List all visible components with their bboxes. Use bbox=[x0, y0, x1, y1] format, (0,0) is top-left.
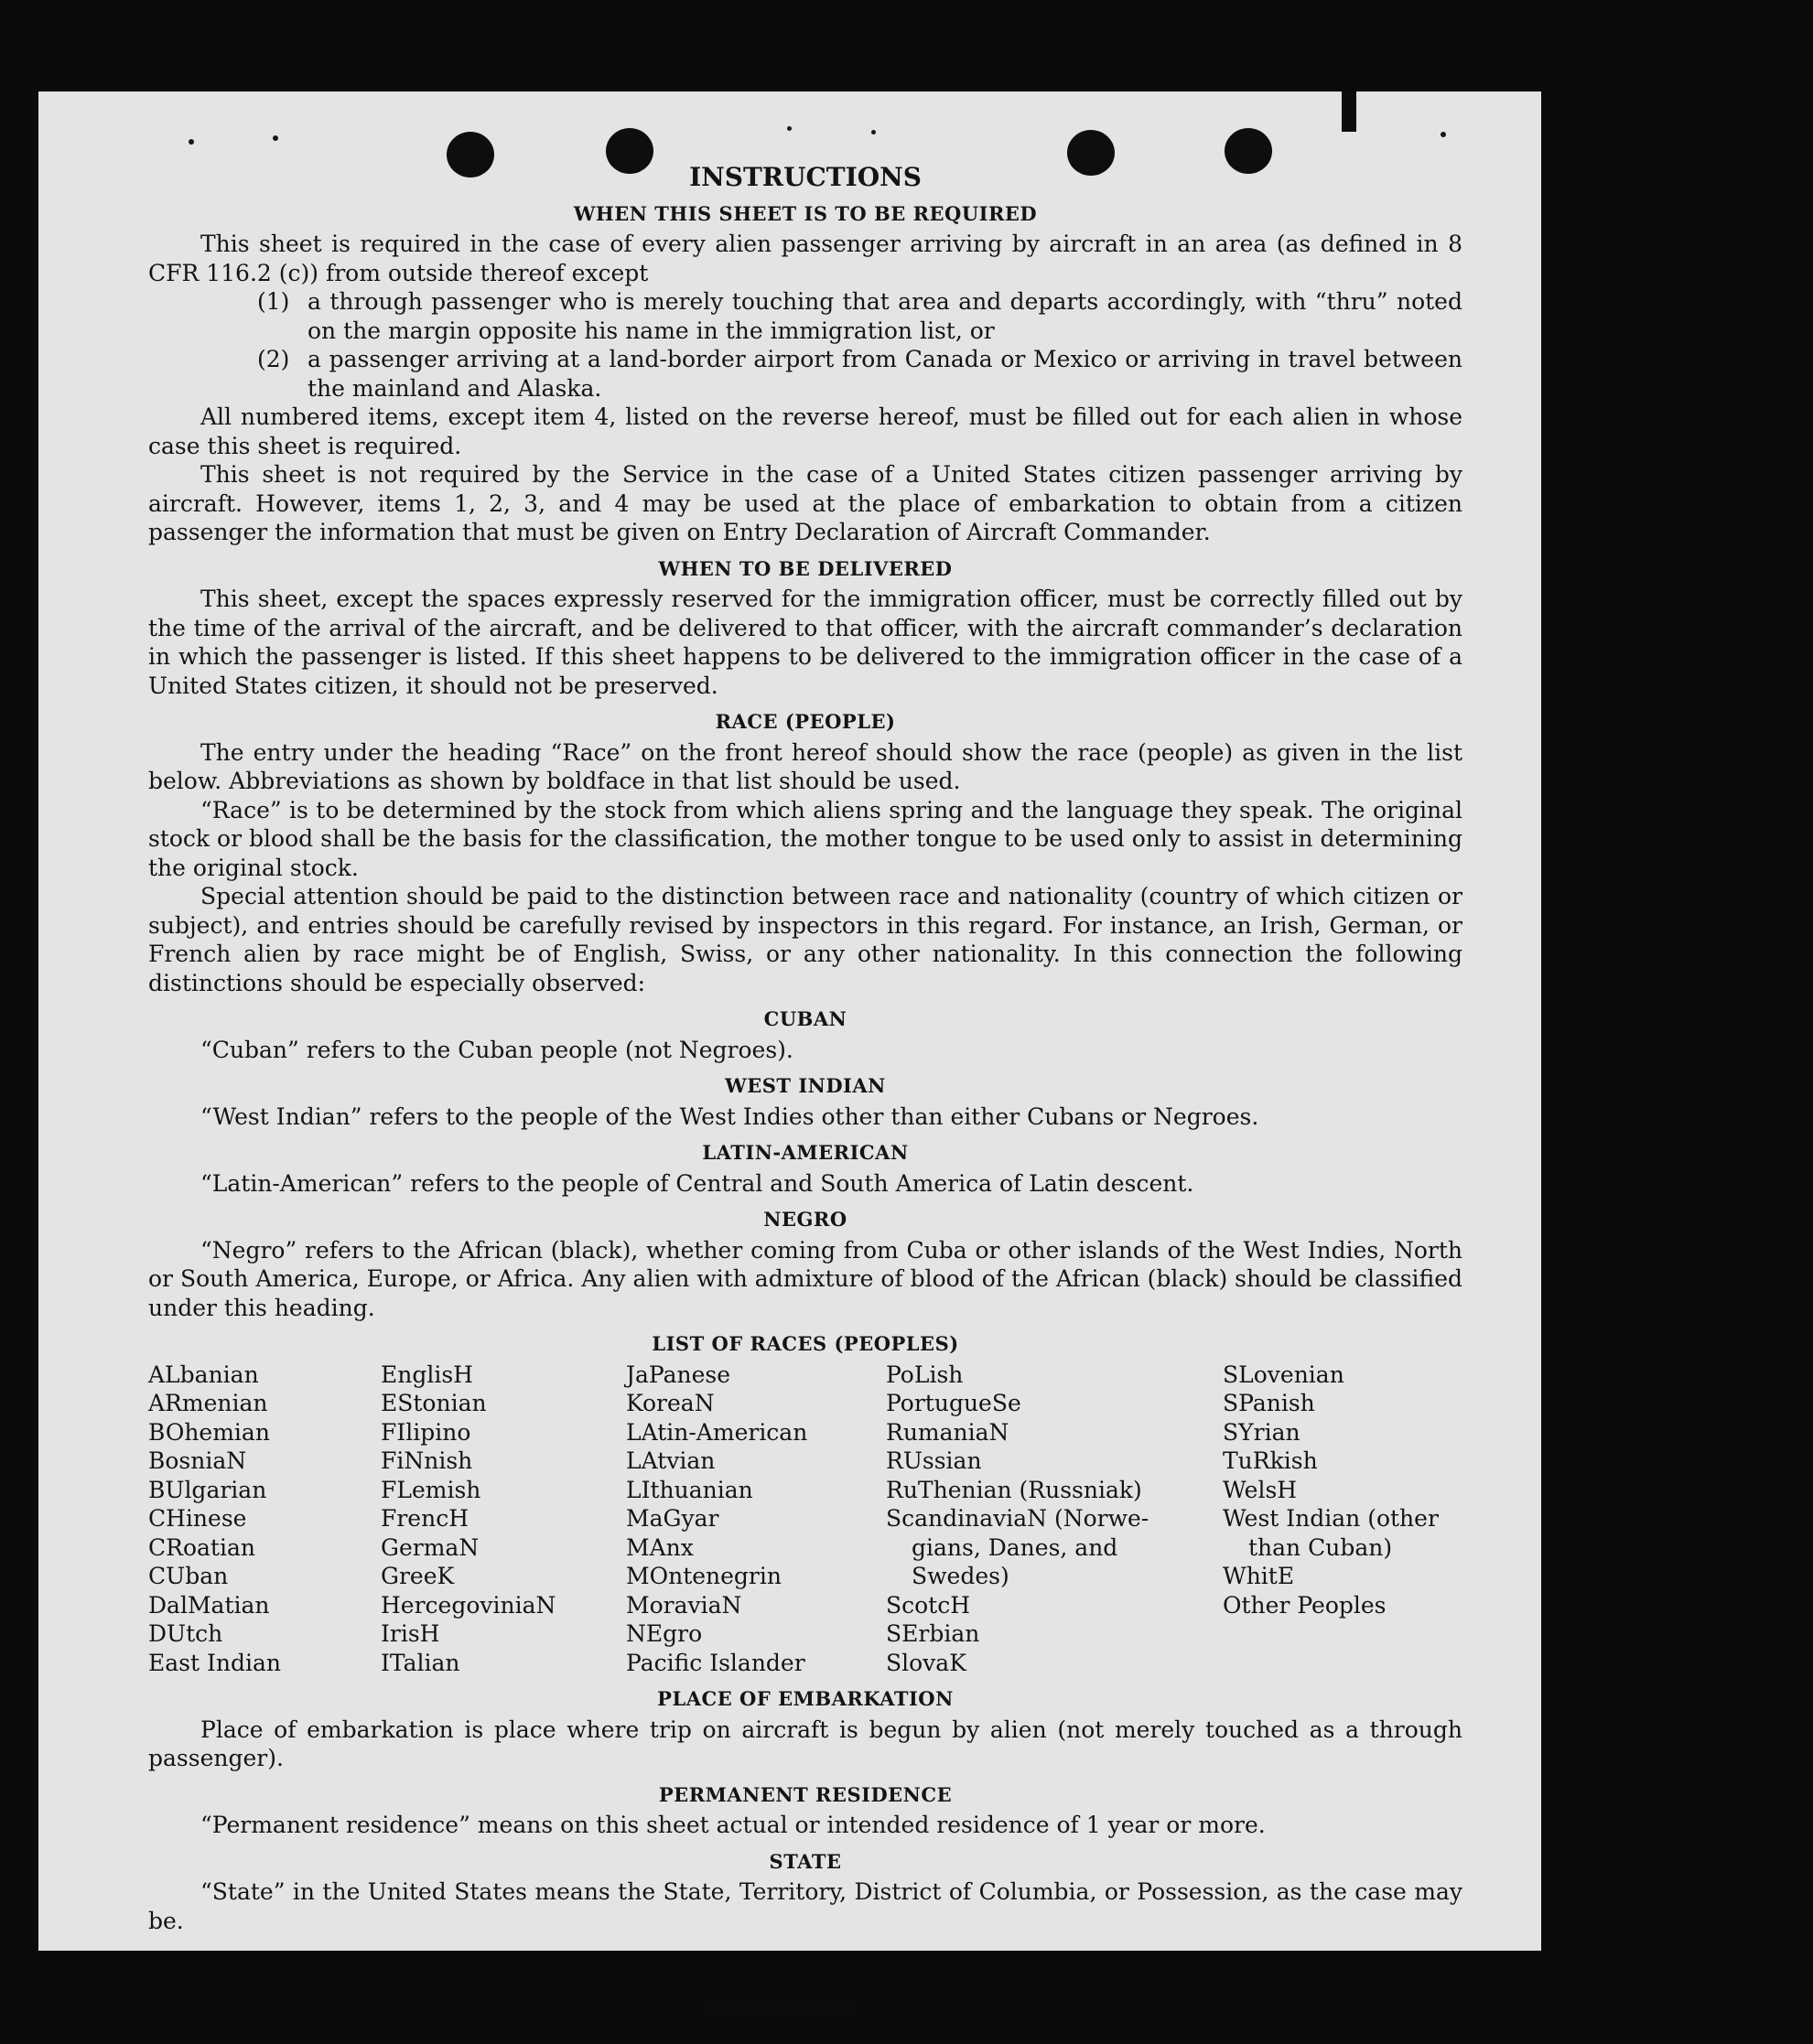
race-entry: RUssian bbox=[886, 1447, 982, 1474]
race-entry: PoLish bbox=[886, 1361, 964, 1388]
section-heading-list-of-races: LIST OF RACES (PEOPLES) bbox=[652, 1332, 959, 1355]
section-heading-residence: PERMANENT RESIDENCE bbox=[658, 1782, 953, 1806]
race-entry: West Indian (other bbox=[1223, 1505, 1439, 1532]
race-column-3 bbox=[626, 1361, 886, 1678]
race-column-4 bbox=[886, 1361, 1223, 1678]
race-entry: CUban bbox=[148, 1563, 229, 1589]
item-text: a through passenger who is merely touching that area and departs accordingly, with “thru” noted on the margin opposite his name in the immigration list, or bbox=[308, 288, 1462, 344]
race-entry: ScandinaviaN (Norwe- bbox=[886, 1505, 1149, 1532]
section-heading-cuban: CUBAN bbox=[763, 1007, 847, 1030]
race-entry: SYrian bbox=[1223, 1418, 1300, 1446]
section-heading-race: RACE (PEOPLE) bbox=[715, 710, 896, 733]
race-entry: MOntenegrin bbox=[626, 1563, 782, 1589]
race-column-1 bbox=[148, 1361, 381, 1678]
item-number: (1) bbox=[257, 288, 290, 315]
race-entry: EStonian bbox=[381, 1390, 487, 1416]
race-entry: LAtin-American bbox=[626, 1418, 808, 1446]
race-entry: SErbian bbox=[886, 1620, 980, 1647]
race-entry-continuation: gians, Danes, and bbox=[912, 1533, 1118, 1561]
race-paragraph-2: “Race” is to be determined by the stock from which aliens spring and the language they speak. The original stock or blood shall be the basis for the classification, the mother tongue to be used only to assist in determining the original stock. bbox=[148, 796, 1462, 881]
race-entry: CRoatian bbox=[148, 1533, 255, 1561]
staple-mark bbox=[1342, 91, 1356, 132]
race-entry: TuRkish bbox=[1223, 1447, 1318, 1474]
race-entry: Pacific Islander bbox=[626, 1649, 805, 1676]
section-heading-required: WHEN THIS SHEET IS TO BE REQUIRED bbox=[573, 201, 1038, 225]
section-heading-west-indian: WEST INDIAN bbox=[725, 1074, 886, 1097]
race-column-2 bbox=[381, 1361, 626, 1678]
speck bbox=[787, 126, 792, 131]
race-entry-continuation: Swedes) bbox=[912, 1563, 1009, 1589]
race-entry: BOhemian bbox=[148, 1418, 270, 1446]
race-entry: WhitE bbox=[1223, 1563, 1295, 1589]
cuban-definition: “Cuban” refers to the Cuban people (not Negroes). bbox=[200, 1036, 793, 1063]
race-entry: MAnx bbox=[626, 1533, 694, 1561]
race-entry: FiNnish bbox=[381, 1447, 473, 1474]
race-entry: RumaniaN bbox=[886, 1418, 1009, 1446]
exception-item-2 bbox=[148, 345, 1462, 403]
section-heading-delivered: WHEN TO BE DELIVERED bbox=[658, 556, 953, 580]
state-definition: “State” in the United States means the State, Territory, District of Columbia, or Possession, as the case may be. bbox=[148, 1878, 1462, 1934]
race-entry: DalMatian bbox=[148, 1591, 270, 1619]
section-heading-embarkation: PLACE OF EMBARKATION bbox=[657, 1687, 954, 1710]
speck bbox=[273, 135, 278, 141]
race-entry: GreeK bbox=[381, 1563, 455, 1589]
race-entry: NEgro bbox=[626, 1620, 703, 1647]
speck bbox=[189, 139, 194, 145]
negro-definition: “Negro” refers to the African (black), whether coming from Cuba or other islands of the West Indies, North or South America, Europe, or Africa. Any alien with admixture of blood of the African (black) should be classified under this heading. bbox=[148, 1236, 1462, 1321]
race-entry: Other Peoples bbox=[1223, 1591, 1387, 1619]
race-column-5 bbox=[1223, 1361, 1462, 1678]
race-entry: HercegoviniaN bbox=[381, 1591, 556, 1619]
race-entry: JaPanese bbox=[626, 1361, 731, 1388]
section-heading-negro: NEGRO bbox=[763, 1208, 847, 1231]
embarkation-definition: Place of embarkation is place where trip on aircraft is begun by alien (not merely touched as a through passenger). bbox=[148, 1716, 1462, 1771]
race-entry: FIlipino bbox=[381, 1418, 471, 1446]
race-entry: MoraviaN bbox=[626, 1591, 742, 1619]
race-entry: LAtvian bbox=[626, 1447, 716, 1474]
item-text: a passenger arriving at a land-border airport from Canada or Mexico or arriving in travel between the mainland and Alaska. bbox=[308, 346, 1462, 402]
race-entry: FLemish bbox=[381, 1476, 481, 1503]
race-entry: BUlgarian bbox=[148, 1476, 267, 1503]
page-title: INSTRUCTIONS bbox=[689, 162, 922, 192]
west-indian-definition: “West Indian” refers to the people of the West Indies other than either Cubans or Negroes. bbox=[200, 1103, 1259, 1130]
required-paragraph-2: All numbered items, except item 4, listed on the reverse hereof, must be filled out for each alien in whose case this sheet is required. bbox=[148, 403, 1462, 459]
latin-american-definition: “Latin-American” refers to the people of Central and South America of Latin descent. bbox=[200, 1169, 1194, 1197]
race-entry: BosniaN bbox=[148, 1447, 247, 1474]
speck bbox=[1441, 132, 1446, 137]
race-list bbox=[148, 1361, 1462, 1678]
item-number: (2) bbox=[257, 346, 290, 372]
race-entry: WelsH bbox=[1223, 1476, 1298, 1503]
race-entry: PortugueSe bbox=[886, 1390, 1021, 1416]
race-entry: MaGyar bbox=[626, 1505, 719, 1532]
race-entry: ITalian bbox=[381, 1649, 460, 1676]
race-entry: East Indian bbox=[148, 1649, 281, 1676]
race-paragraph-3: Special attention should be paid to the distinction between race and nationality (country of which citizen or subject), and entries should be carefully revised by inspectors in this regard. For instance, an Irish, German, or French alien by race might be of English, Swiss, or any other nationality. In this connection the following distinctions should be especially observed: bbox=[148, 883, 1462, 996]
race-entry: KoreaN bbox=[626, 1390, 715, 1416]
exception-item-1 bbox=[148, 287, 1462, 345]
race-entry-continuation: than Cuban) bbox=[1248, 1533, 1393, 1561]
race-paragraph-1: The entry under the heading “Race” on the front hereof should show the race (people) as given in the list below. Abbreviations as shown by boldface in that list should be used. bbox=[148, 738, 1462, 794]
document-sheet bbox=[38, 91, 1541, 1951]
race-entry: LIthuanian bbox=[626, 1476, 753, 1503]
required-paragraph-3: This sheet is not required by the Service in the case of a United States citizen passenger arriving by aircraft. However, items 1, 2, 3, and 4 may be used at the place of embarkation to obtain from a citizen passenger the information that must be given on Entry Declaration of Aircraft Commander. bbox=[148, 461, 1462, 545]
race-entry: ALbanian bbox=[148, 1361, 259, 1388]
race-entry: IrisH bbox=[381, 1620, 440, 1647]
required-intro: This sheet is required in the case of every alien passenger arriving by aircraft in an area (as defined in 8 CFR 116.2 (c)) from outside thereof except bbox=[148, 231, 1462, 286]
section-heading-latin-american: LATIN-AMERICAN bbox=[702, 1141, 909, 1164]
race-entry: GermaN bbox=[381, 1533, 480, 1561]
race-entry: SlovaK bbox=[886, 1649, 966, 1676]
residence-definition: “Permanent residence” means on this sheet actual or intended residence of 1 year or more. bbox=[200, 1812, 1266, 1838]
instructions-content bbox=[148, 163, 1462, 1935]
delivered-paragraph: This sheet, except the spaces expressly reserved for the immigration officer, must be correctly filled out by the time of the arrival of the aircraft, and be delivered to that officer, with the aircraft commander’s declaration in which the passenger is listed. If this sheet happens to be delivered to the immigration officer in the case of a United States citizen, it should not be preserved. bbox=[148, 586, 1462, 699]
race-entry: RuThenian (Russniak) bbox=[886, 1476, 1142, 1503]
race-entry: SPanish bbox=[1223, 1390, 1315, 1416]
race-entry: FrencH bbox=[381, 1505, 469, 1532]
speck bbox=[871, 130, 876, 134]
race-entry: ScotcH bbox=[886, 1591, 971, 1619]
race-entry: CHinese bbox=[148, 1505, 247, 1532]
race-entry: EnglisH bbox=[381, 1361, 473, 1388]
section-heading-state: STATE bbox=[769, 1849, 842, 1873]
film-edge-mark bbox=[705, 2006, 851, 2010]
race-entry: DUtch bbox=[148, 1620, 223, 1647]
race-entry: SLovenian bbox=[1223, 1361, 1344, 1388]
race-entry: ARmenian bbox=[148, 1390, 268, 1416]
